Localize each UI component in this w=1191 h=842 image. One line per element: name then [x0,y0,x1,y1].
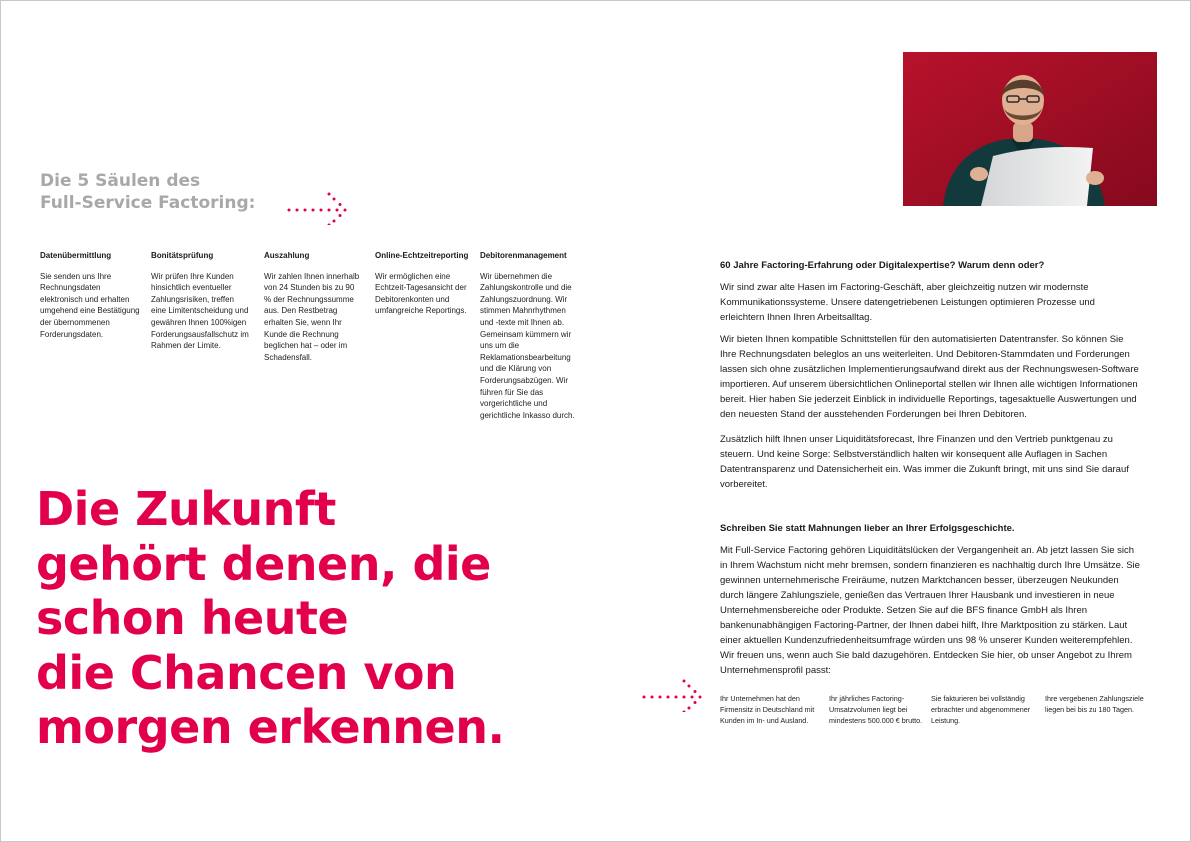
intro-paragraph-3: Zusätzlich hilft Ihnen unser Liquiditätsforecast, Ihre Finanzen und den Vertrieb punktgenau zu steuern. Und keine Sorge: Selbstverständlich halten wir konsequent alle Auflagen in Sachen Datentransparenz und Datensicherheit ein. Was immer die Zukunft bringt, mit uns sind Sie darauf vorbereitet. [720,433,1129,490]
pillar-text: Wir ermöglichen eine Echtzeit-Tagesansicht der Debitorenkonten und umfangreiche Reportings. [375,271,467,316]
pillar-debitorenmanagement [480,250,575,421]
dotted-arrow-right-icon [285,191,349,225]
intro-paragraph-1: Wir sind zwar alte Hasen im Factoring-Geschäft, aber gleichzeitig nutzen wir modernste Kommunikationssysteme. Unsere datengetriebenen Leistungen optimieren Prozesse und erleichtern Ihnen Ihren Arbeitsalltag. [720,281,1095,323]
pillar-text: Wir zahlen Ihnen innerhalb von 24 Stunden bis zu 90 % der Rechnungssumme aus. Den Restbetrag erhalten Sie, wenn Ihr Kunde die Rechnung beglichen hat – oder im Schadensfall. [264,271,360,362]
pillar-heading: Bonitätsprüfung [151,251,214,260]
criterion-company-location: Ihr Unternehmen hat den Firmensitz in Deutschland mit Kunden im In- und Ausland. [720,694,815,725]
headline-line-5: morgen erkennen. [36,700,505,754]
pillar-heading: Debitorenmanagement [480,251,567,260]
pillars-title-line-1: Die 5 Säulen des [40,171,201,191]
pillar-heading: Auszahlung [264,251,310,260]
headline-line-4: die Chancen von [36,645,457,700]
pillars-title-line-2: Full-Service Factoring: [40,193,256,213]
headline [36,482,656,755]
criterion-payment-terms: Ihre vergebenen Zahlungsziele liegen bei bis zu 180 Tagen. [1045,694,1144,714]
criterion-sales-volume: Ihr jährliches Factoring-Umsatzvolumen liegt bei mindestens 500.000 € brutto. [829,694,923,725]
pillar-auszahlung [264,250,362,363]
intro-paragraph-2: Wir bieten Ihnen kompatible Schnittstellen für den automatisierten Datentransfer. So können Sie Ihre Rechnungsdaten beleglos an uns weiterleiten. Und Debitoren-Stammdaten und Forderungen lassen sich ohne zusätzlichen Implementierungsaufwand direkt aus der Rechnungswesen-Software importieren. Auf unserem übersichtlichen Onlineportal stellen wir Ihnen alle wichtigen Informationen bereit. Hier haben Sie jederzeit Einblick in individuelle Reportings, tagesaktuelle Auswertungen und den neuesten Stand der ausstehenden Forderungen bei Ihren Debitoren. [720,333,1139,420]
portrait-illustration [903,52,1157,206]
headline-line-3: schon heute [36,591,349,645]
dotted-arrow-right-icon [640,678,704,712]
story-paragraph: Mit Full-Service Factoring gehören Liquiditätslücken der Vergangenheit an. Ab jetzt lassen Sie sich in Ihrem Wachstum nicht mehr bremsen, sondern finanzieren es nachhaltig durch Ihre Umsätze. Sie gewinnen unternehmerische Freiräume, nutzen Marktchancen besser, überzeugen Neukunden durch längere Zahlungsziele, genießen das Vertrauen Ihrer Hausbank und investieren in neue Unternehmensbereiche oder Produkte. Setzen Sie auf die BFS finance GmbH als Ihren bankenunabhängigen Factoring-Partner, der Ihnen dabei hilft, Ihre Marktposition zu stärken. Laut einer aktuellen Kundenzufriedenheitsumfrage würden uns 98 % unserer Kunden weiterempfehlen. Wir freuen uns, wenn auch Sie bald dazugehören. Entdecken Sie hier, ob unser Angebot zu Ihrem Unternehmensprofil passt: [720,544,1140,676]
headline-line-1: Die Zukunft [36,482,336,536]
pillar-text: Wir prüfen Ihre Kunden hinsichtlich eventueller Zahlungsrisiken, treffen eine Limitentscheidung und gewähren Ihnen 100%igen Forderungsausfallschutz im Rahmen der Limite. [151,271,249,351]
pillar-text: Wir übernehmen die Zahlungskontrolle und die Zahlungszuordnung. Wir stimmen Mahnrhythmen und -texte mit Ihnen ab. Gemeinsam kümmern wir uns um die Reklamationsbearbeitung und die Klärung von Forderungsabzügen. Wir führen für Sie das vorgerichtliche und gerichtliche Inkasso durch. [480,271,575,420]
pillar-heading: Online-Echtzeitreporting [375,251,469,260]
pillars-title [40,170,255,214]
pillar-heading: Datenübermittlung [40,251,112,260]
portrait-photo [903,52,1157,206]
criterion-invoicing: Sie fakturieren bei vollständig erbrachter und abgenommener Leistung. [931,694,1031,725]
pillar-bonitaetspruefung [151,250,251,352]
pillar-text: Sie senden uns Ihre Rechnungsdaten elektronisch und erhalten umgehend eine Bestätigung der übernommenen Forderungsdaten. [40,271,140,339]
headline-line-2: gehört denen, die [36,536,491,591]
pillar-datenuebermittlung [40,250,140,340]
story-heading: Schreiben Sie statt Mahnungen lieber an Ihrer Erfolgsgeschichte. [720,522,1015,534]
pillar-online-echtzeitreporting [375,250,470,317]
intro-question: 60 Jahre Factoring-Erfahrung oder Digitalexpertise? Warum denn oder? [720,259,1045,271]
